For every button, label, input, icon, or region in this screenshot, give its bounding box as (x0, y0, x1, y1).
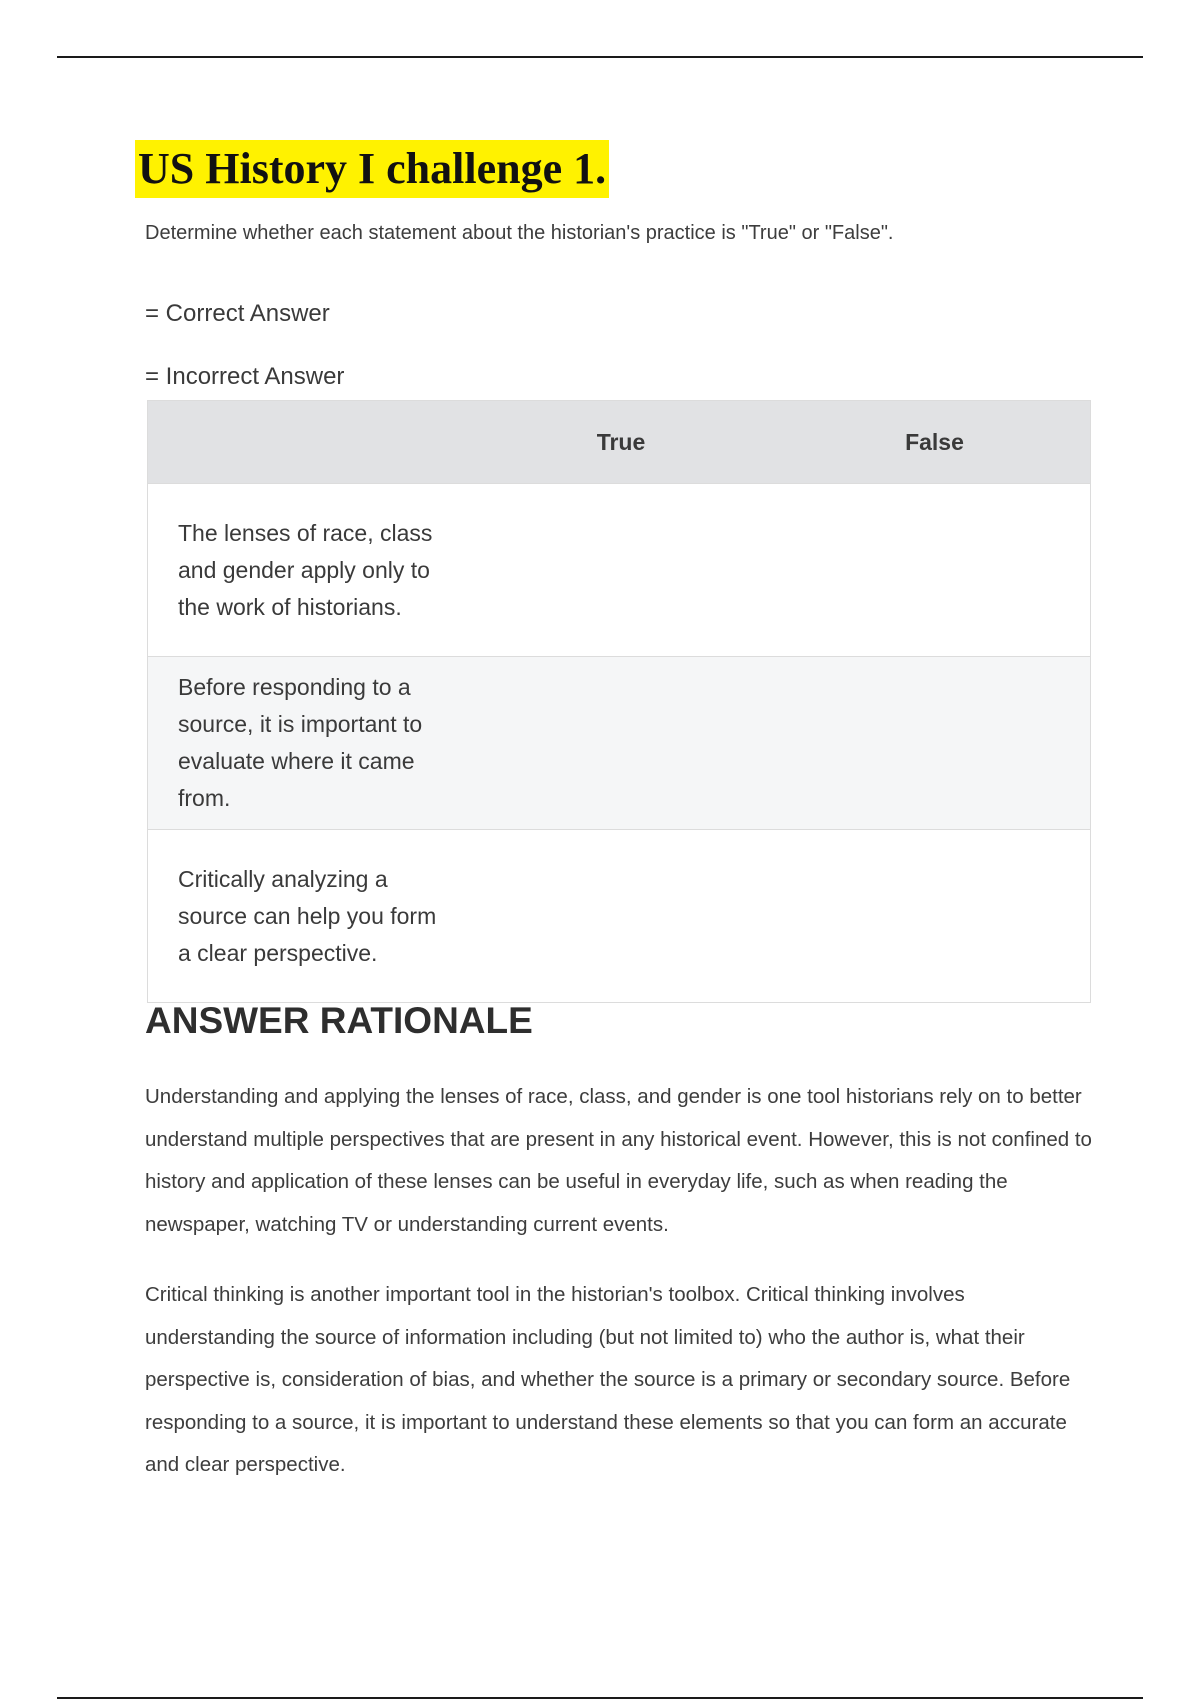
header-true: True (463, 401, 779, 484)
statement-text: Critically analyzing a source can help you form a clear perspective. (148, 830, 464, 1003)
table-header-row (148, 401, 1091, 484)
bottom-rule (57, 1697, 1143, 1699)
question-table (147, 400, 1091, 1003)
statement-text: The lenses of race, class and gender apply only to the work of historians. (148, 484, 464, 657)
false-cell[interactable] (779, 830, 1091, 1003)
rationale-paragraph-2: Critical thinking is another important tool in the historian's toolbox. Critical thinking involves understanding the source of information including (but not limited to) who the author is, what their perspective is, consideration of bias, and whether the source is a primary or secondary source. Before responding to a source, it is important to understand these elements so that you can form an accurate and clear perspective. (145, 1283, 1071, 1476)
legend-incorrect: = Incorrect Answer (145, 363, 345, 390)
table-row (148, 484, 1091, 657)
header-false: False (779, 401, 1091, 484)
table-row (148, 657, 1091, 830)
page-title: US History I challenge 1. (135, 140, 609, 198)
true-cell[interactable] (463, 484, 779, 657)
true-cell[interactable] (463, 830, 779, 1003)
instructions: Determine whether each statement about the historian's practice is "True" or "False". (145, 222, 894, 244)
table-row (148, 830, 1091, 1003)
statement-text: Before responding to a source, it is important to evaluate where it came from. (148, 657, 464, 830)
false-cell[interactable] (779, 657, 1091, 830)
rationale-heading: ANSWER RATIONALE (145, 1000, 533, 1041)
top-rule (57, 56, 1143, 58)
header-statement (148, 401, 464, 484)
legend-correct: = Correct Answer (145, 300, 330, 327)
true-cell[interactable] (463, 657, 779, 830)
rationale-paragraph-1: Understanding and applying the lenses of race, class, and gender is one tool historians rely on to better understand multiple perspectives that are present in any historical event. However, this is not confined to history and application of these lenses can be useful in everyday life, such as when reading the newspaper, watching TV or understanding current events. (145, 1085, 1092, 1236)
false-cell[interactable] (779, 484, 1091, 657)
